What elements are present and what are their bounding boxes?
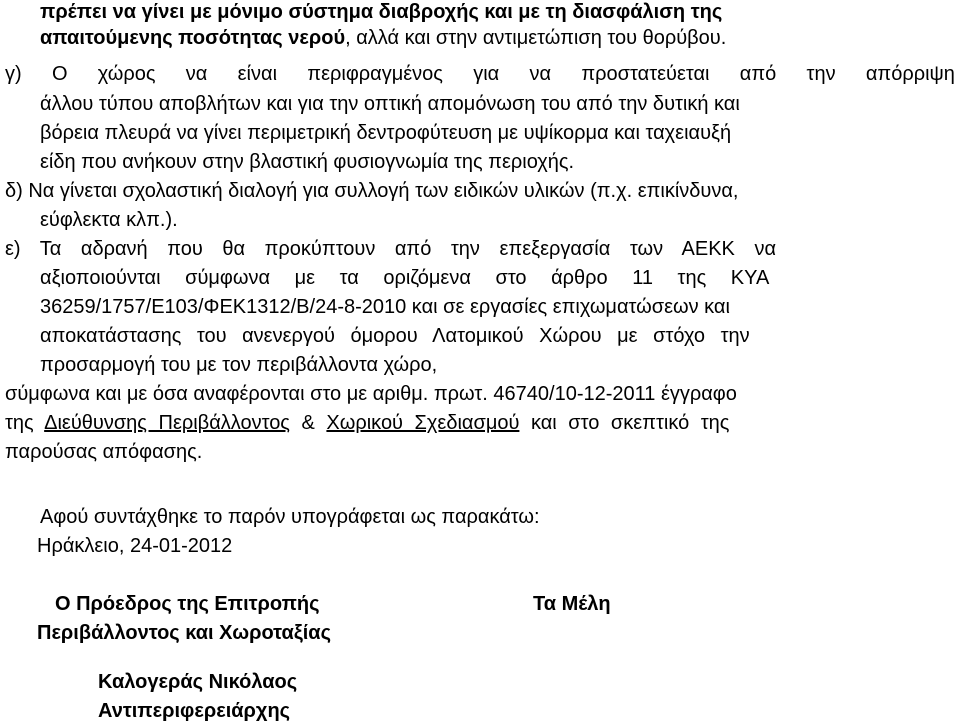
para-d-line1: δ) Να γίνεται σχολαστική διαλογή για συλλογή των ειδικών υλικών (π.χ. επικίνδυνα, [5,180,739,202]
chair-name: Καλογεράς Νικόλαος [98,671,298,693]
spatial-planning: Χωρικού Σχεδιασμού [326,412,520,434]
closing-line3: παρούσας απόφασης. [5,441,203,463]
word: είναι [237,63,278,85]
chair-title-line1: Ο Πρόεδρος της Επιτροπής [55,593,320,615]
para-b-line2-rest: , αλλά και στην αντιμετώπιση του θορύβου. [345,27,727,49]
para-g-line2: άλλου τύπου αποβλήτων και για την οπτική απομόνωση του από την δυτική και [40,93,740,115]
word: απόρριψη [865,63,955,85]
word: προστατεύεται [581,63,710,85]
para-d-line2: εύφλεκτα κλπ.). [40,209,178,231]
word: την [806,63,836,85]
para-e-line1: ε) Τα αδρανή που θα προκύπτουν από την επεξεργασία των ΑΕΚΚ να [5,238,777,260]
closing-line1: σύμφωνα και με όσα αναφέρονται στο με αριθμ. πρωτ. 46740/10-12-2011 έγγραφο [5,383,737,405]
word: να [185,63,208,85]
para-e-line2: αξιοποιούνται σύμφωνα με τα οριζόμενα στο άρθρο 11 της ΚΥΑ [40,267,770,289]
word: περιφραγμένος [307,63,443,85]
para-e-line4: αποκατάστασης του ανενεργού όμορου Λατομικού Χώρου με στόχο την [40,325,750,347]
para-b-line2 [40,26,726,52]
closing-line2-post: και στο σκεπτικό της [519,412,730,434]
para-g-line3: βόρεια πλευρά να γίνει περιμετρική δεντροφύτευση με υψίκορμα και ταχειαυξή [40,122,732,144]
signoff-statement: Αφού συντάχθηκε το παρόν υπογράφεται ως παρακάτω: [40,506,540,528]
chair-role: Αντιπεριφερειάρχης [98,700,291,722]
para-g-line4: είδη που ανήκουν στην βλαστική φυσιογνωμία της περιοχής. [40,151,575,173]
para-e-line5: προσαρμογή του με τον περιβάλλοντα χώρο, [40,354,438,376]
para-g-line1 [5,62,955,88]
closing-line2-pre: της [5,412,45,434]
chair-title-line2: Περιβάλλοντος και Χωροταξίας [37,622,331,644]
word: γ) [5,63,22,85]
word: για [473,63,500,85]
closing-line2-mid: & [289,412,327,434]
word: από [739,63,777,85]
closing-line2 [5,411,729,437]
place-date: Ηράκλειο, 24-01-2012 [37,535,233,557]
para-e-line3: 36259/1757/Ε103/ΦΕΚ1312/Β/24-8-2010 και σε εργασίες επιχωματώσεων και [40,296,730,318]
members-title: Τα Μέλη [533,593,611,615]
word: χώρος [97,63,156,85]
directorate-environment: Διεύθυνσης Περιβάλλοντος [44,412,290,434]
para-b-line1: πρέπει να γίνει με μόνιμο σύστημα διαβροχής και με τη διασφάλιση της [40,1,723,23]
para-b-bold-phrase: απαιτούμενης ποσότητας νερού [40,27,346,49]
word: να [529,63,552,85]
word: Ο [51,63,68,85]
